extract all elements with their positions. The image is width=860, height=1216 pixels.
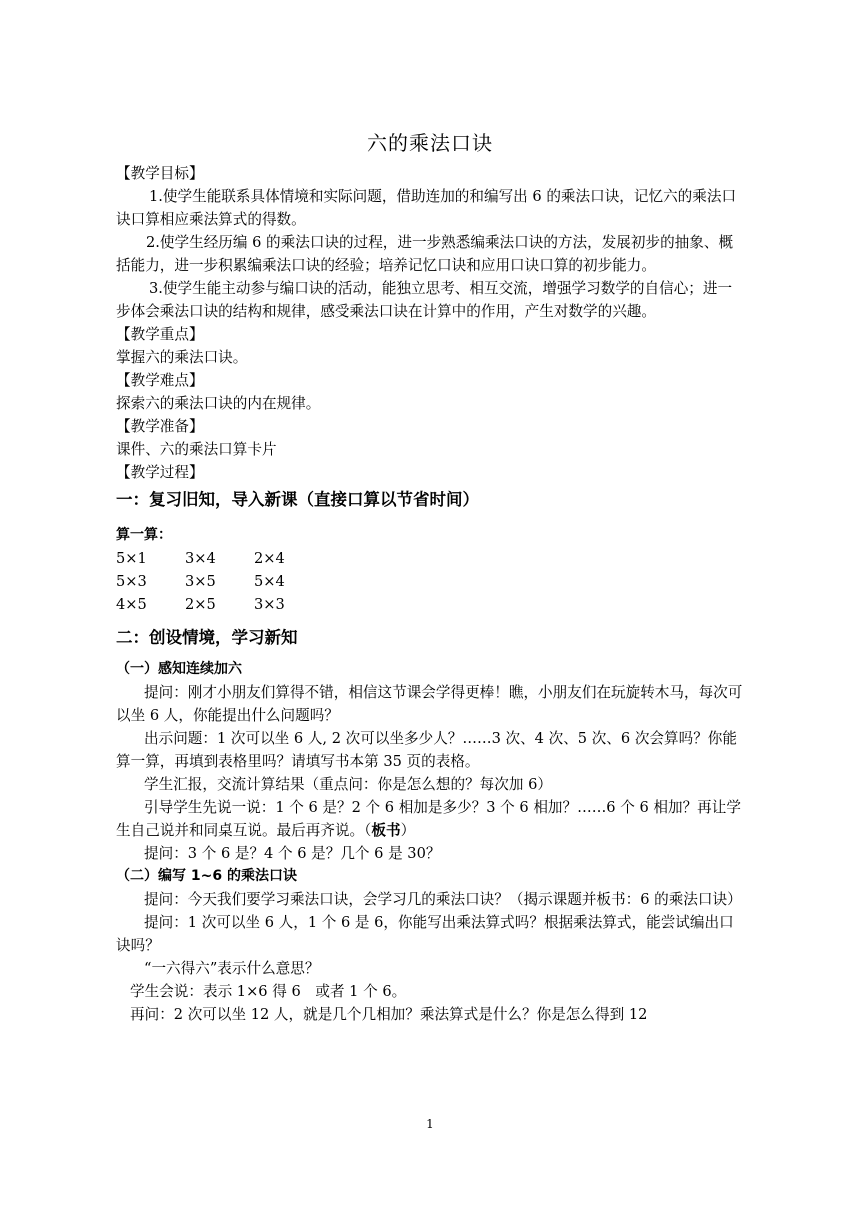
board-writing-label: 板书 xyxy=(371,822,401,839)
difficulty-text: 探索六的乘法口诀的内在规律。 xyxy=(116,395,321,412)
calc-item: 2×4 xyxy=(254,550,285,567)
calc-item: 3×3 xyxy=(254,596,285,613)
subsection-1-heading: （一）感知连续加六 xyxy=(116,661,242,677)
goal-paragraph-3: 3.使学生能主动参与编口诀的活动，能独立思考、相互交流，增强学习数学的自信心；进一步体会乘法口诀的结构和规律，感受乘法口诀在计算中的作用，产生对数学的兴趣。 xyxy=(116,280,733,320)
goal-paragraph-2: 2.使学生经历编 6 的乘法口诀的过程，进一步熟悉编乘法口诀的方法，发展初步的抽象、概括能力，进一步积累编乘法口诀的经验；培养记忆口诀和应用口诀口算的初步能力。 xyxy=(116,234,734,274)
calc-item: 5×1 xyxy=(116,550,147,567)
key-point-text: 掌握六的乘法口诀。 xyxy=(116,349,248,366)
calc-item: 3×5 xyxy=(185,573,216,590)
lesson-paragraph: 提问：1 次可以坐 6 人，1 个 6 是 6，你能写出乘法算式吗？根据乘法算式，能尝试编出口诀吗？ xyxy=(116,914,734,954)
calc-item: 5×4 xyxy=(254,573,285,590)
subsection-2-heading-part: 的乘法口诀 xyxy=(222,868,297,884)
document-body xyxy=(116,162,744,1026)
lesson-text: 引导学生先说一说：1 个 6 是？2 个 6 相加是多少？3 个 6 相加？……6 个 6 相加？再让学生自己说并和同桌互说。最后再齐说。（ xyxy=(116,799,741,839)
page-number: 1 xyxy=(426,1117,434,1131)
goal-paragraph-1: 1.使学生能联系具体情境和实际问题，借助连加的和编写出 6 的乘法口诀，记忆六的乘法口诀口算相应乘法算式的得数。 xyxy=(116,188,737,228)
lesson-text: ） xyxy=(400,822,416,839)
preparation-text: 课件、六的乘法口算卡片 xyxy=(116,441,277,458)
subsection-2-heading-part: 1~6 xyxy=(190,868,223,884)
subsection-2-heading xyxy=(116,865,744,888)
part-two-heading: 二：创设情境，学习新知 xyxy=(116,628,298,647)
calc-exercise-grid xyxy=(116,547,744,616)
lesson-paragraph xyxy=(116,796,744,842)
subsection-2-heading-part: （二）编写 xyxy=(116,868,191,884)
lesson-paragraph: 学生汇报，交流计算结果（重点问：你是怎么想的？每次加 6） xyxy=(144,776,552,793)
lesson-paragraph: 提问：刚才小朋友们算得不错，相信这节课会学得更棒！瞧，小朋友们在玩旋转木马，每次可以坐 6 人，你能提出什么问题吗？ xyxy=(116,684,743,724)
section-heading-key: 【教学重点】 xyxy=(116,326,204,343)
calc-row xyxy=(116,547,744,570)
lesson-paragraph: “一六得六”表示什么意思？ xyxy=(144,960,320,977)
calc-row xyxy=(116,593,744,616)
section-heading-preparation: 【教学准备】 xyxy=(116,418,204,435)
lesson-paragraph: 学生会说：表示 1×6 得 6 或者 1 个 6。 xyxy=(130,983,407,1000)
part-one-heading: 一：复习旧知，导入新课（直接口算以节省时间） xyxy=(116,490,479,509)
calc-item: 3×4 xyxy=(185,550,216,567)
lesson-paragraph: 再问：2 次可以坐 12 人，就是几个几相加？乘法算式是什么？你是怎么得到 12 xyxy=(130,1006,648,1023)
calc-item: 2×5 xyxy=(185,596,216,613)
calc-title: 算一算： xyxy=(116,527,172,543)
section-heading-goals: 【教学目标】 xyxy=(116,165,204,182)
section-heading-process: 【教学过程】 xyxy=(116,464,204,481)
lesson-paragraph: 提问：今天我们要学习乘法口诀，会学习几的乘法口诀？（揭示课题并板书：6 的乘法口诀） xyxy=(144,891,742,908)
calc-item: 4×5 xyxy=(116,596,147,613)
calc-item: 5×3 xyxy=(116,573,147,590)
calc-row xyxy=(116,570,744,593)
page-title: 六的乘法口诀 xyxy=(367,131,493,155)
lesson-paragraph: 提问：3 个 6 是？4 个 6 是？几个 6 是 30？ xyxy=(144,845,441,862)
section-heading-difficulty: 【教学难点】 xyxy=(116,372,204,389)
lesson-paragraph: 出示问题：1 次可以坐 6 人, 2 次可以坐多少人？……3 次、4 次、5 次、6 次会算吗？你能算一算，再填到表格里吗？请填写书本第 35 页的表格。 xyxy=(116,730,737,770)
